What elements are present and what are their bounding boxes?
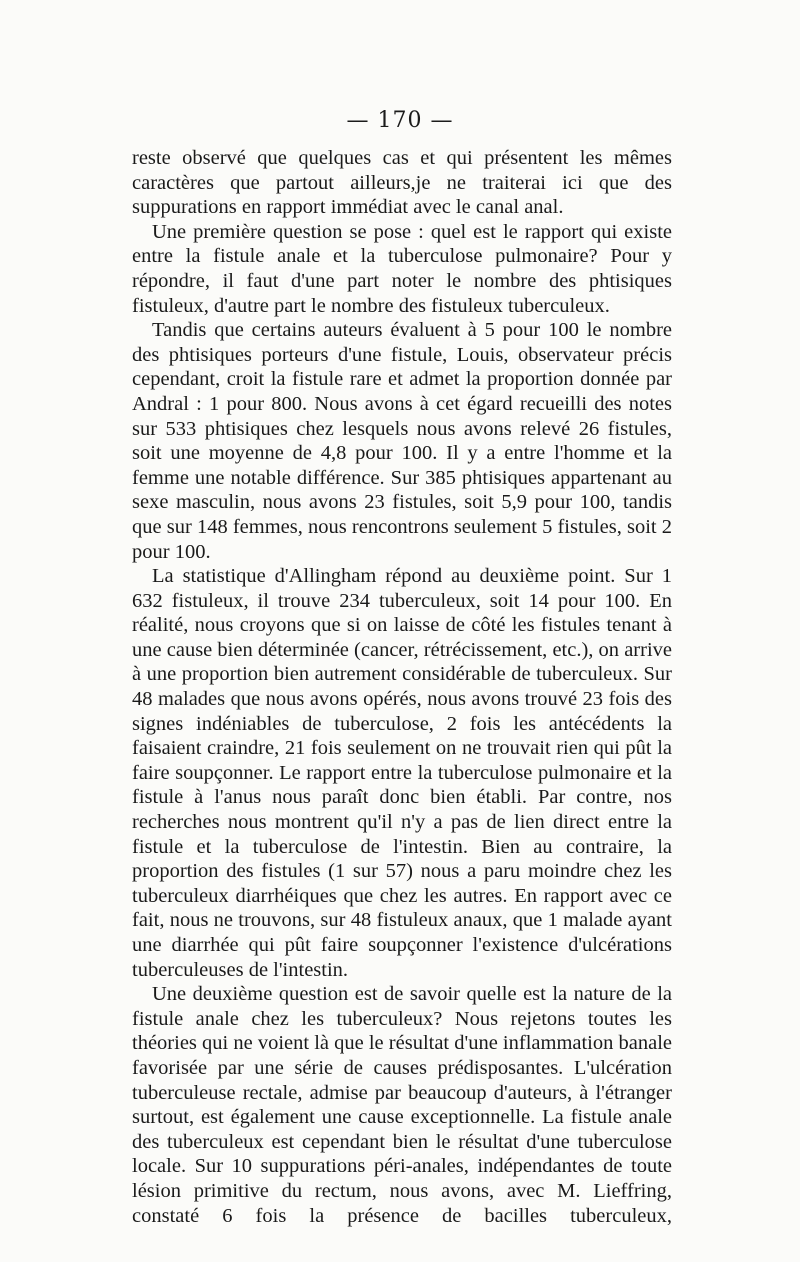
paragraph-allingham-statistics: La statistique d'Allingham répond au deuxième point. Sur 1 632 fistuleux, il trouve 234 tuberculeux, soit 14 pour 100. En réalité, nous croyons que si on laisse de côté les fistules tenant à une cause bien déterminée (cancer, rétrécissement, etc.), on arrive à une proportion bien autrement considérable de tuberculeux. Sur 48 malades que nous avons opérés, nous avons trouvé 23 fois des signes indéniables de tuberculose, 2 fois les antécédents la faisaient craindre, 21 fois seulement on ne trouvait rien qui pût la faire soupçonner. Le rapport entre la tuberculose pulmonaire et la fistule à l'anus nous paraît donc bien établi. Par contre, nos recherches nous montrent qu'il n'y a pas de lien direct entre la fistule et la tuberculose de l'intestin. Bien au contraire, la proportion des fistules (1 sur 57) nous a paru moindre chez les tuberculeux diarrhéiques que chez les autres. En rapport avec ce fait, nous ne trouvons, sur 48 fistuleux anaux, que 1 malade ayant une diarrhée qui pût faire soupçonner l'existence d'ulcérations tuberculeuses de l'intestin. <box>132 565 672 981</box>
paragraph-phthisis-statistics: Tandis que certains auteurs évaluent à 5 pour 100 le nombre des phtisiques porteurs d'une fistule, Louis, observateur précis cependant, croit la fistule rare et admet la proportion donnée par Andral : 1 pour 800. Nous avons à cet égard recueilli des notes sur 533 phtisiques chez lesquels nous avons relevé 26 fistules, soit une moyenne de 4,8 pour 100. Il y a entre l'homme et la femme une notable différence. Sur 385 phtisiques appartenant au sexe masculin, nous avons 23 fistules, soit 5,9 pour 100, tandis que sur 148 femmes, nous rencontrons seulement 5 fistules, soit 2 pour 100. <box>132 319 672 563</box>
paragraph-second-question: Une deuxième question est de savoir quelle est la nature de la fistule anale chez les tuberculeux? Nous rejetons toutes les théories qui ne voient là que le résultat d'une inflammation banale favorisée par une série de causes prédisposantes. L'ulcération tuberculeuse rectale, admise par beaucoup d'auteurs, à l'étranger surtout, est également une cause exceptionnelle. La fistule anale des tuberculeux est cependant bien le résultat d'une tuberculose locale. Sur 10 suppurations péri-anales, indépendantes de toute lésion primitive du rectum, nous avons, avec M. Lieffring, constaté 6 fois la présence de bacilles tuberculeux, <box>132 983 672 1227</box>
body-text <box>132 146 672 1228</box>
paragraph-first-question: Une première question se pose : quel est le rapport qui existe entre la fistule anale et la tuberculose pulmonaire? Pour y répondre, il faut d'une part noter le nombre des phtisiques fistuleux, d'autre part le nombre des fistuleux tuberculeux. <box>132 220 672 317</box>
paragraph-continuation: reste observé que quelques cas et qui présentent les mêmes caractères que partout ailleurs,je ne traiterai ici que des suppurations en rapport immédiat avec le canal anal. <box>132 147 672 219</box>
page-number: — 170 — <box>346 108 454 133</box>
